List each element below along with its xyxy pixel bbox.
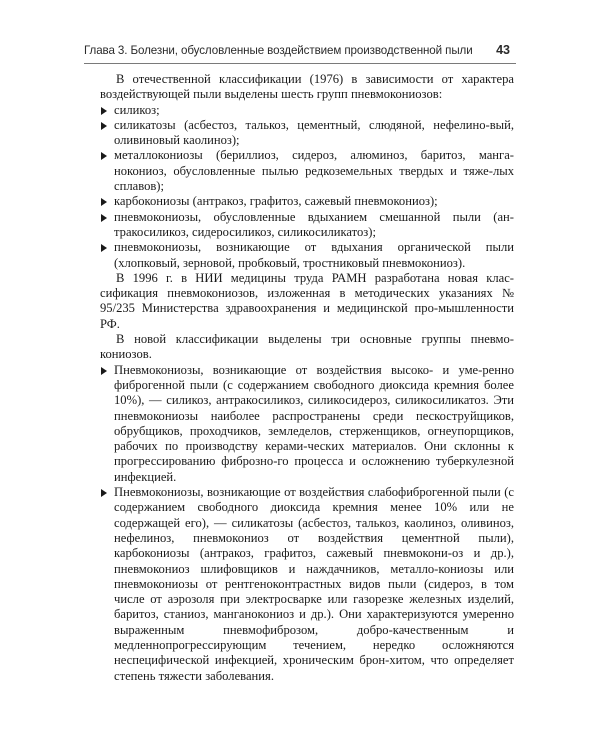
- list-item: Пневмокониозы, возникающие от воздействия слабофиброгенной пыли (с содержанием свободного диоксида кремния менее 10% или не содержащей его), — силикатозы (асбестоз, талькоз, каолиноз, оливиноз, нефелиноз, пневмокониоз от воздействия цементной пыли), карбокониозы (антракоз, графитоз, сажевый пневмокони-оз и др.), пневмокониоз шлифовщиков и наждачников, металло-кониозы или пневмокониозы от рентгеноконтрастных видов пыли (сидероз, в том числе от аэрозоля при электросварке или газорезке железных изделий, баритоз, станиоз, манганокониоз и др.). Они характеризуются умеренно выраженным пневмофиброзом, добро-качественным и медленнопрогрессирующим течением, нередко осложняются неспецифической инфекцией, хроническим брон-хитом, что определяет степень тяжести заболевания.: [100, 485, 514, 684]
- intro-paragraph: В отечественной классификации (1976) в зависимости от характера воздействующей пыли выделены шесть групп пневмокониозов:: [100, 72, 514, 102]
- page-body: [100, 72, 514, 684]
- list-item: пневмокониозы, обусловленные вдыханием смешанной пыли (ан-тракосиликоз, сидеросиликоз, силикосиликатоз);: [100, 210, 514, 241]
- page-number: 43: [496, 43, 510, 57]
- list-item: металлокониозы (бериллиоз, сидероз, алюминоз, баритоз, манга-нокониоз, обусловленные пылью редкоземельных твердых и тяже-лых сплавов);: [100, 148, 514, 194]
- list-item: силикатозы (асбестоз, талькоз, цементный, слюдяной, нефелино-вый, оливиновый каолиноз);: [100, 118, 514, 149]
- new-classification-paragraph: В новой классификации выделены три основные группы пневмо-кониозов.: [100, 332, 514, 362]
- header-divider: [84, 63, 516, 64]
- classification-1996-paragraph: В 1996 г. в НИИ медицины труда РАМН разработана новая клас-сификация пневмокониозов, изложенная в методических указаниях № 95/235 Министерства здравоохранения и медицинской про-мышленности РФ.: [100, 270, 514, 331]
- list-item: Пневмокониозы, возникающие от воздействия высоко- и уме-ренно фиброгенной пыли (с содержанием свободного диоксида кремния более 10%), — силикоз, антракосиликоз, силикосидероз, силикосиликатоз. Эти пневмокониозы наиболее распространены среди пескоструйщиков, обрубщиков, проходчиков, земледелов, стерженщиков, огнеупорщиков, рабочих по производству керами-ческих материалов. Они склонны к прогрессированию фиброзно-го процесса и осложнению туберкулезной инфекцией.: [100, 363, 514, 485]
- new-classification-list: [100, 363, 514, 684]
- bullet-icon: [101, 489, 107, 497]
- bullet-icon: [101, 152, 107, 160]
- bullet-icon: [101, 198, 107, 206]
- chapter-title: Глава 3. Болезни, обусловленные воздействием производственной пыли: [84, 44, 473, 57]
- list-item: пневмокониозы, возникающие от вдыхания органической пыли (хлопковый, зерновой, пробковый, тростниковый пневмокониоз).: [100, 240, 514, 271]
- bullet-icon: [101, 367, 107, 375]
- bullet-icon: [101, 214, 107, 222]
- bullet-icon: [101, 107, 107, 115]
- bullet-icon: [101, 122, 107, 130]
- list-item: карбокониозы (антракоз, графитоз, сажевый пневмокониоз);: [100, 194, 514, 209]
- list-item: силикоз;: [100, 103, 514, 118]
- bullet-icon: [101, 244, 107, 252]
- classification-1976-list: [100, 103, 514, 271]
